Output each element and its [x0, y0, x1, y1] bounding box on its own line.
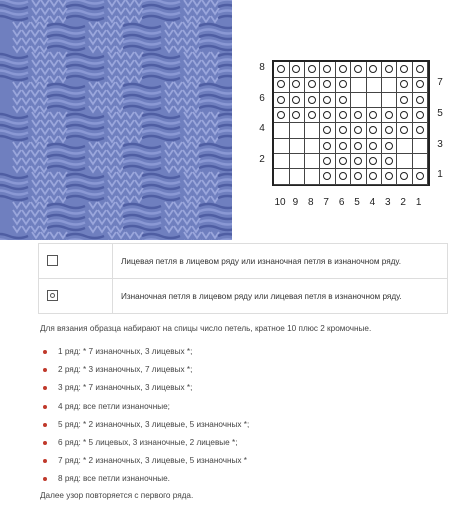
- chart-cell: [366, 123, 382, 139]
- chart-cell: [351, 93, 367, 109]
- chart-cell: [351, 108, 367, 124]
- chart-cell: [336, 139, 352, 155]
- purl-circle-icon: [400, 96, 408, 104]
- list-item: 2 ряд: * 3 изнаночных, 7 лицевых *;: [40, 364, 249, 382]
- chart-cell: [274, 123, 290, 139]
- list-item: 3 ряд: * 7 изнаночных, 3 лицевых *;: [40, 382, 249, 400]
- purl-circle-icon: [416, 80, 424, 88]
- chart-cell: [397, 139, 413, 155]
- purl-circle-icon: [385, 157, 393, 165]
- chart-cell: [366, 62, 382, 78]
- bullet-icon: [43, 459, 47, 463]
- chart-cell: [413, 139, 429, 155]
- purl-circle-icon: [308, 65, 316, 73]
- legend-table: [38, 243, 448, 314]
- purl-circle-icon: [416, 65, 424, 73]
- purl-circle-icon: [354, 142, 362, 150]
- bullet-icon: [43, 350, 47, 354]
- chart-cell: [351, 169, 367, 185]
- purl-circle-icon: [400, 111, 408, 119]
- purl-circle-icon: [323, 142, 331, 150]
- purl-circle-icon: [400, 65, 408, 73]
- chart-cell: [305, 77, 321, 93]
- chart-cell: [289, 139, 305, 155]
- list-item: 6 ряд: * 5 лицевых, 3 изнаночные, 2 лицевые *;: [40, 437, 249, 455]
- intro-text: Для вязания образца набирают на спицы число петель, кратное 10 плюс 2 кромочные.: [40, 324, 372, 333]
- chart-cell: [289, 77, 305, 93]
- chart-cell: [413, 154, 429, 170]
- purl-circle-icon: [354, 157, 362, 165]
- chart-cell: [336, 93, 352, 109]
- dot-square-icon: [47, 290, 58, 301]
- purl-circle-icon: [369, 126, 377, 134]
- purl-circle-icon: [339, 80, 347, 88]
- purl-circle-icon: [369, 172, 377, 180]
- chart-cell: [351, 123, 367, 139]
- purl-circle-icon: [385, 111, 393, 119]
- chart-cell: [413, 93, 429, 109]
- list-item: 1 ряд: * 7 изнаночных, 3 лицевых *;: [40, 346, 249, 364]
- chart-cell: [351, 154, 367, 170]
- purl-circle-icon: [369, 157, 377, 165]
- purl-circle-icon: [400, 126, 408, 134]
- purl-circle-icon: [369, 142, 377, 150]
- row-number-label: 1: [437, 169, 443, 181]
- bullet-icon: [43, 423, 47, 427]
- chart-cell: [336, 169, 352, 185]
- chart-cell: [305, 169, 321, 185]
- purl-circle-icon: [354, 65, 362, 73]
- chart-cell: [274, 77, 290, 93]
- chart-cell: [336, 77, 352, 93]
- chart-cell: [366, 77, 382, 93]
- purl-circle-icon: [292, 96, 300, 104]
- purl-circle-icon: [385, 172, 393, 180]
- chart-cell: [382, 77, 398, 93]
- chart-cell: [320, 139, 336, 155]
- chart-cell: [289, 62, 305, 78]
- chart-cell: [397, 123, 413, 139]
- chart-cell: [397, 77, 413, 93]
- purl-circle-icon: [339, 142, 347, 150]
- purl-circle-icon: [354, 111, 362, 119]
- outro-text: Далее узор повторяется с первого ряда.: [40, 491, 194, 500]
- column-number-label: 2: [400, 197, 406, 208]
- purl-circle-icon: [339, 126, 347, 134]
- column-number-label: 1: [415, 197, 422, 208]
- purl-circle-icon: [385, 65, 393, 73]
- column-number-label: 9: [292, 197, 299, 208]
- legend-text: Лицевая петля в лицевом ряду или изнаночная петля в изнаночном ряду.: [113, 244, 448, 279]
- chart-cell: [397, 108, 413, 124]
- chart-cell: [413, 169, 429, 185]
- purl-circle-icon: [416, 111, 424, 119]
- chart-cell: [397, 154, 413, 170]
- column-number-label: 7: [323, 197, 329, 208]
- chart-cell: [274, 93, 290, 109]
- chart-cell: [382, 123, 398, 139]
- chart-cell: [382, 139, 398, 155]
- row-number-label: 7: [437, 77, 443, 89]
- purl-circle-icon: [308, 96, 316, 104]
- chart-cell: [366, 154, 382, 170]
- bullet-icon: [43, 405, 47, 409]
- row-instructions-list: [40, 346, 249, 492]
- purl-circle-icon: [354, 126, 362, 134]
- purl-circle-icon: [308, 111, 316, 119]
- purl-circle-icon: [354, 172, 362, 180]
- column-number-label: 10: [274, 197, 286, 208]
- purl-circle-icon: [277, 96, 285, 104]
- purl-circle-icon: [339, 96, 347, 104]
- purl-circle-icon: [323, 80, 331, 88]
- chart-cell: [336, 108, 352, 124]
- chart-cell: [413, 123, 429, 139]
- chart-cell: [382, 108, 398, 124]
- chart-cell: [382, 93, 398, 109]
- chart-cell: [320, 62, 336, 78]
- purl-circle-icon: [292, 111, 300, 119]
- chart-cell: [274, 108, 290, 124]
- legend-text: Изнаночная петля в лицевом ряду или лицевая петля в изнаночном ряду.: [113, 279, 448, 314]
- purl-circle-icon: [323, 96, 331, 104]
- column-number-label: 4: [369, 197, 376, 208]
- purl-circle-icon: [323, 157, 331, 165]
- chart-cell: [397, 93, 413, 109]
- chart-cell: [336, 123, 352, 139]
- row-number-label: 5: [437, 107, 443, 119]
- row-number-label: 2: [259, 153, 265, 165]
- purl-circle-icon: [277, 80, 285, 88]
- chart-cell: [274, 154, 290, 170]
- knitted-swatch-image: [0, 0, 232, 240]
- chart-cell: [366, 93, 382, 109]
- chart-cell: [366, 139, 382, 155]
- chart-cell: [336, 154, 352, 170]
- purl-circle-icon: [323, 65, 331, 73]
- row-number-label: 8: [259, 62, 265, 73]
- column-number-label: 6: [338, 197, 345, 208]
- bullet-icon: [43, 441, 47, 445]
- chart-cell: [289, 93, 305, 109]
- chart-cell: [413, 77, 429, 93]
- list-item: 5 ряд: * 2 изнаночных, 3 лицевые, 5 изнаночных *;: [40, 419, 249, 437]
- legend-row: [39, 244, 448, 279]
- purl-circle-icon: [339, 172, 347, 180]
- chart-cell: [274, 62, 290, 78]
- bullet-icon: [43, 368, 47, 372]
- chart-cell: [274, 139, 290, 155]
- purl-circle-icon: [400, 80, 408, 88]
- chart-cell: [305, 108, 321, 124]
- chart-cell: [305, 123, 321, 139]
- chart-cell: [413, 62, 429, 78]
- purl-circle-icon: [400, 172, 408, 180]
- purl-circle-icon: [385, 142, 393, 150]
- chart-cell: [413, 108, 429, 124]
- chart-cell: [289, 154, 305, 170]
- chart-cell: [320, 169, 336, 185]
- chart-cell: [397, 62, 413, 78]
- row-number-label: 6: [259, 92, 265, 104]
- purl-circle-icon: [339, 65, 347, 73]
- chart-cell: [320, 123, 336, 139]
- row-number-label: 4: [259, 123, 265, 135]
- purl-circle-icon: [369, 65, 377, 73]
- chart-cell: [336, 62, 352, 78]
- purl-circle-icon: [385, 126, 393, 134]
- chart-cell: [382, 169, 398, 185]
- chart-cell: [351, 62, 367, 78]
- chart-cell: [397, 169, 413, 185]
- purl-circle-icon: [292, 80, 300, 88]
- chart-cell: [351, 139, 367, 155]
- purl-circle-icon: [292, 65, 300, 73]
- purl-circle-icon: [416, 96, 424, 104]
- chart-cell: [289, 108, 305, 124]
- purl-circle-icon: [339, 111, 347, 119]
- legend-row: [39, 279, 448, 314]
- purl-circle-icon: [277, 65, 285, 73]
- chart-cell: [305, 62, 321, 78]
- bullet-icon: [43, 477, 47, 481]
- list-item: 7 ряд: * 2 изнаночных, 3 лицевые, 5 изнаночных *: [40, 455, 249, 473]
- chart-cell: [305, 154, 321, 170]
- purl-circle-icon: [308, 80, 316, 88]
- list-item: 8 ряд: все петли изнаночные.: [40, 473, 249, 491]
- chart-cell: [366, 169, 382, 185]
- chart-cell: [351, 77, 367, 93]
- purl-circle-icon: [369, 111, 377, 119]
- chart-cell: [320, 93, 336, 109]
- chart-cell: [289, 123, 305, 139]
- row-number-label: 3: [437, 138, 443, 150]
- chart-cell: [305, 93, 321, 109]
- purl-circle-icon: [416, 126, 424, 134]
- chart-cell: [366, 108, 382, 124]
- chart-cell: [320, 154, 336, 170]
- purl-circle-icon: [277, 111, 285, 119]
- chart-cell: [305, 139, 321, 155]
- chart-cell: [320, 77, 336, 93]
- chart-cell: [274, 169, 290, 185]
- purl-circle-icon: [323, 126, 331, 134]
- purl-circle-icon: [323, 111, 331, 119]
- chart-cell: [289, 169, 305, 185]
- chart-cell: [382, 154, 398, 170]
- list-item: 4 ряд: все петли изнаночные;: [40, 401, 249, 419]
- purl-circle-icon: [339, 157, 347, 165]
- chart-cell: [320, 108, 336, 124]
- column-number-label: 3: [385, 197, 391, 208]
- chart-cell: [382, 62, 398, 78]
- purl-circle-icon: [323, 172, 331, 180]
- column-number-label: 5: [354, 197, 360, 208]
- column-number-label: 8: [308, 197, 314, 208]
- purl-circle-icon: [416, 172, 424, 180]
- chart-grid: [272, 60, 430, 186]
- empty-square-icon: [47, 255, 58, 266]
- bullet-icon: [43, 386, 47, 390]
